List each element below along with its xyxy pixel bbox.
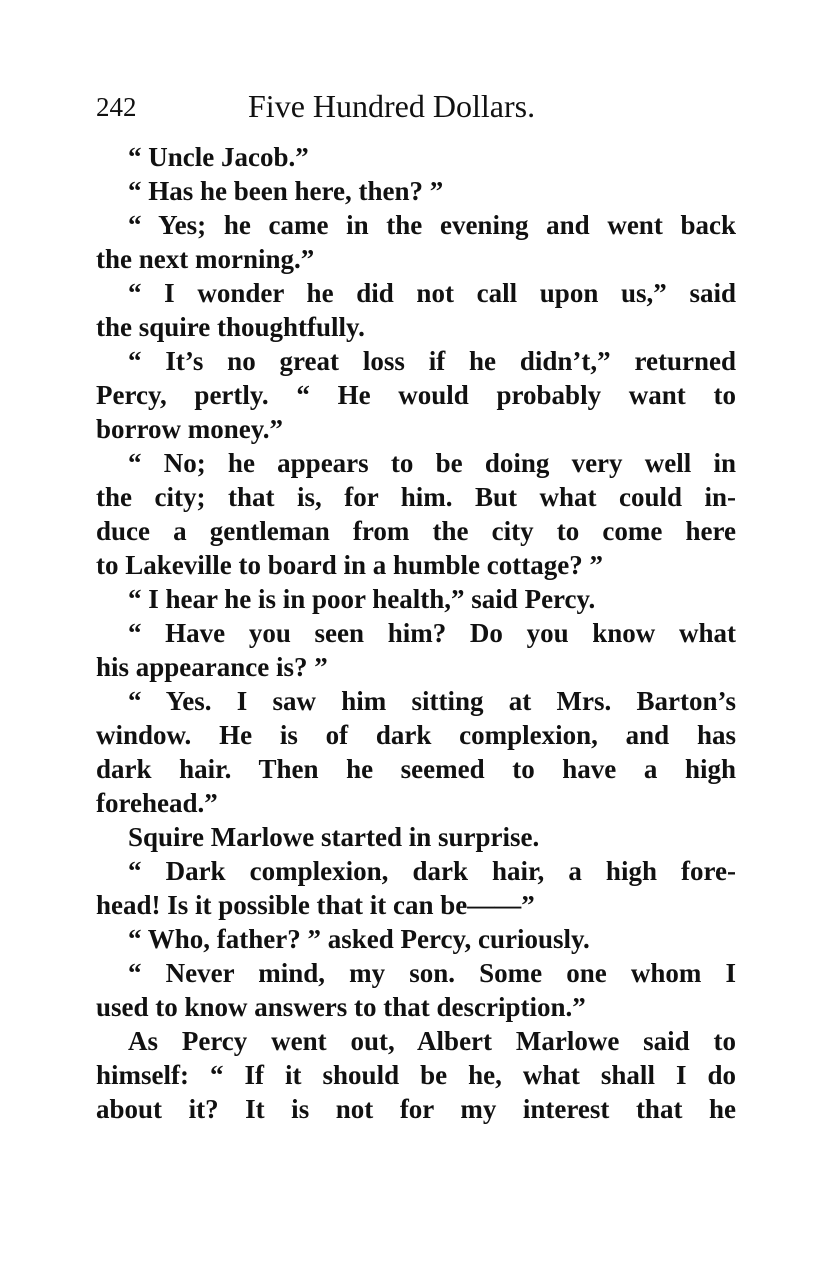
text-line: “ I hear he is in poor health,” said Percy. [128, 584, 596, 614]
text-line: dark hair. Then he seemed to have a high [96, 754, 736, 784]
text-line: As Percy went out, Albert Marlowe said to [128, 1026, 736, 1056]
text-line: the city; that is, for him. But what could in- [96, 482, 736, 512]
text-line: the squire thoughtfully. [96, 312, 365, 342]
text-line: “ I wonder he did not call upon us,” said [128, 278, 736, 308]
text-line: duce a gentleman from the city to come here [96, 516, 736, 546]
text-line: “ Yes. I saw him sitting at Mrs. Barton’s [128, 686, 736, 716]
text-line: Squire Marlowe started in surprise. [128, 822, 540, 852]
text-line: forehead.” [96, 788, 218, 818]
text-line: head! Is it possible that it can be——” [96, 890, 535, 920]
text-line: his appearance is? ” [96, 652, 328, 682]
text-line: “ Has he been here, then? ” [128, 176, 444, 206]
text-line: Percy, pertly. “ He would probably want to [96, 380, 736, 410]
text-line: “ It’s no great loss if he didn’t,” returned [128, 346, 736, 376]
text-line: “ Who, father? ” asked Percy, curiously. [128, 924, 590, 954]
text-line: the next morning.” [96, 244, 315, 274]
text-line: “ Uncle Jacob.” [128, 142, 309, 172]
body-text [96, 140, 736, 1126]
text-line: “ Never mind, my son. Some one whom I [128, 958, 736, 988]
text-line: “ Have you seen him? Do you know what [128, 618, 736, 648]
text-line: used to know answers to that description.” [96, 992, 586, 1022]
text-line: “ Yes; he came in the evening and went back [128, 210, 736, 240]
text-line: “ Dark complexion, dark hair, a high fore- [128, 856, 736, 886]
text-line: “ No; he appears to be doing very well in [128, 448, 736, 478]
page-header [96, 88, 736, 128]
text-line: himself: “ If it should be he, what shall I do [96, 1060, 736, 1090]
text-line: about it? It is not for my interest that he [96, 1094, 736, 1124]
running-title: Five Hundred Dollars. [248, 88, 536, 124]
page-number: 242 [96, 92, 137, 122]
text-line: window. He is of dark complexion, and has [96, 720, 736, 750]
text-line: borrow money.” [96, 414, 283, 444]
text-line: to Lakeville to board in a humble cottage? ” [96, 550, 603, 580]
